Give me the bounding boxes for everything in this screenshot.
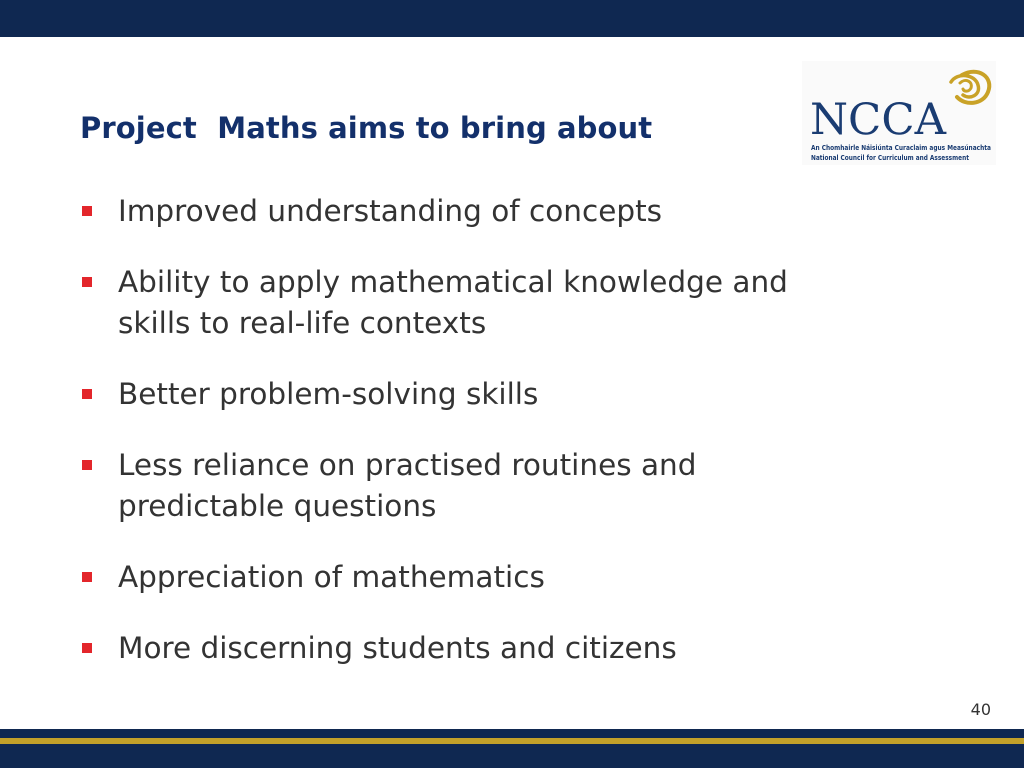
logo-english-name: National Council for Curriculum and Assessment xyxy=(811,154,970,162)
bullet-text: More discerning students and citizens xyxy=(118,631,677,665)
bullet-text: Appreciation of mathematics xyxy=(118,560,545,594)
square-bullet-icon xyxy=(82,277,92,287)
square-bullet-icon xyxy=(82,389,92,399)
ncca-logo-graphic xyxy=(802,61,996,165)
bullet-text-continuation: predictable questions xyxy=(118,489,437,523)
slide-title: Project Maths aims to bring about xyxy=(80,111,653,145)
ncca-logo xyxy=(802,61,996,165)
square-bullet-icon xyxy=(82,572,92,582)
logo-irish-name: An Chomhairle Náisiúnta Curaclaim agus Measúnachta xyxy=(811,144,992,152)
bullet-text: Improved understanding of concepts xyxy=(118,194,663,228)
bullet-item xyxy=(80,262,930,344)
gold-spiral-icon xyxy=(951,72,989,103)
bullet-text-continuation: skills to real-life contexts xyxy=(118,306,487,340)
bullet-item xyxy=(80,374,930,415)
bullet-item xyxy=(80,557,930,598)
square-bullet-icon xyxy=(82,460,92,470)
bullet-text: Less reliance on practised routines and xyxy=(118,448,697,482)
bullet-item xyxy=(80,628,930,669)
bullet-list xyxy=(80,191,930,699)
footer-bar-navy-top xyxy=(0,729,1024,738)
bullet-text: Ability to apply mathematical knowledge and xyxy=(118,265,788,299)
bullet-item xyxy=(80,445,930,527)
bullet-item xyxy=(80,191,930,232)
square-bullet-icon xyxy=(82,206,92,216)
bullet-text: Better problem-solving skills xyxy=(118,377,539,411)
page-number: 40 xyxy=(970,700,991,719)
header-bar xyxy=(0,0,1024,37)
square-bullet-icon xyxy=(82,643,92,653)
footer-bar-navy-bottom xyxy=(0,744,1024,768)
logo-wordmark: NCCA xyxy=(810,95,947,145)
